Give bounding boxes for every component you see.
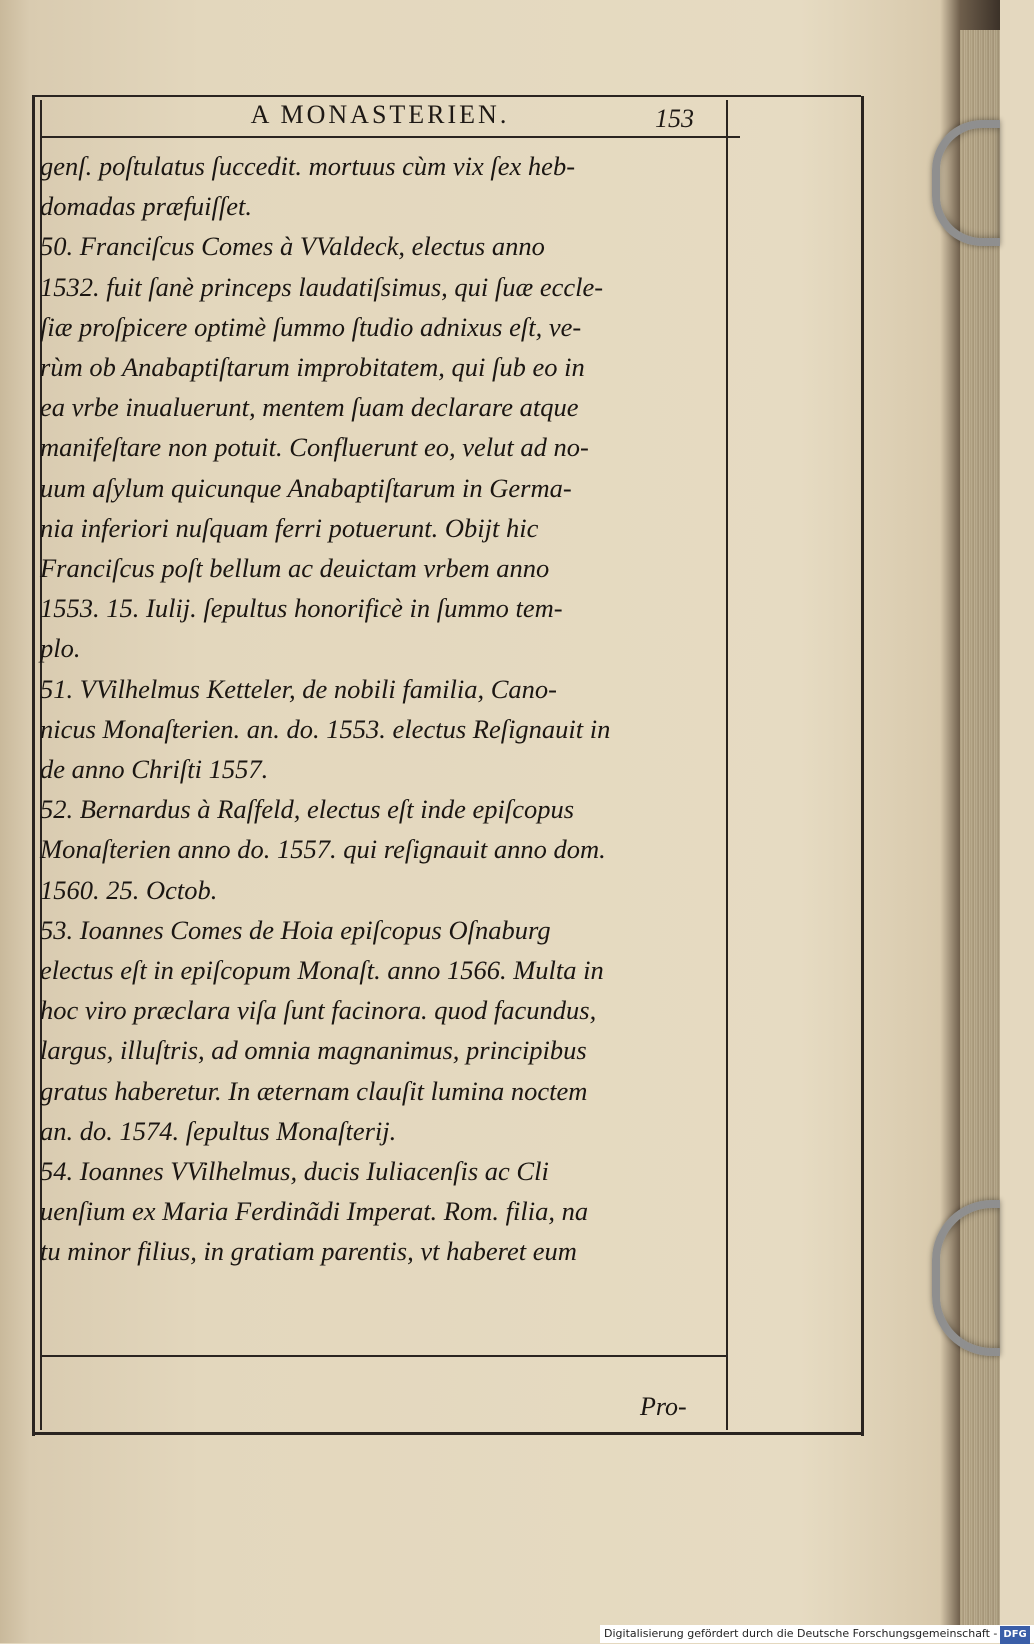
text-bottom-rule xyxy=(40,1355,726,1357)
text-line: plo. xyxy=(40,633,81,664)
book-page-edges xyxy=(960,30,1000,1630)
text-line: 53. Ioannes Comes de Hoia epiſcopus Oſnaburg xyxy=(40,914,551,945)
text-line: ſiæ proſpicere optimè ſummo ſtudio adnixus eſt, ve- xyxy=(40,311,582,342)
text-line: de anno Chriſti 1557. xyxy=(40,754,269,785)
text-line: Monaſterien anno do. 1557. qui reſignauit anno dom. xyxy=(40,834,606,865)
credit-text: Digitalisierung gefördert durch die Deutsche Forschungsgemeinschaft - xyxy=(604,1627,998,1640)
text-line: 52. Bernardus à Raſfeld, electus eſt inde epiſcopus xyxy=(40,794,575,825)
text-line: 50. Franciſcus Comes à VValdeck, electus anno xyxy=(40,231,545,262)
frame-rule-bottom xyxy=(32,1432,861,1435)
running-head: A MONASTERIEN. xyxy=(250,100,510,129)
text-line: uenſium ex Maria Ferdinãdi Imperat. Rom. filia, na xyxy=(40,1196,589,1227)
text-line: largus, illuſtris, ad omnia magnanimus, principibus xyxy=(40,1035,587,1066)
body-text xyxy=(40,146,726,1272)
text-line: nia inferiori nuſquam ferri potuerunt. Obijt hic xyxy=(40,512,539,543)
text-line: 1532. fuit ſanè princeps laudatiſsimus, qui ſuæ eccle- xyxy=(40,271,604,302)
catchword: Pro- xyxy=(640,1392,687,1421)
digitization-credit xyxy=(600,1625,1034,1643)
text-line: 1553. 15. Iulij. ſepultus honorificè in ſummo tem- xyxy=(40,593,563,624)
text-line: uum aſylum quicunque Anabaptiſtarum in Germa- xyxy=(40,472,572,503)
text-line: 51. VVilhelmus Ketteler, de nobili familia, Cano- xyxy=(40,673,557,704)
text-line: genſ. poſtulatus ſuccedit. mortuus cùm vix ſex heb- xyxy=(40,151,576,181)
text-line: an. do. 1574. ſepultus Monaſterij. xyxy=(40,1115,397,1146)
frame-rule-top xyxy=(32,95,861,97)
header-rule xyxy=(40,136,740,138)
text-line: electus eſt in epiſcopum Monaſt. anno 1566. Multa in xyxy=(40,955,604,986)
text-line: gratus haberetur. In æternam clauſit lumina noctem xyxy=(40,1075,588,1106)
text-line: Franciſcus poſt bellum ac deuictam vrbem anno xyxy=(40,553,550,584)
page-number: 153 xyxy=(655,104,694,133)
text-line: rùm ob Anabaptiſtarum improbitatem, qui ſub eo in xyxy=(40,352,585,383)
text-line: manifeſtare non potuit. Confluerunt eo, velut ad no- xyxy=(40,432,589,463)
dfg-logo: DFG xyxy=(1000,1626,1029,1644)
text-line: hoc viro præclara viſa ſunt facinora. quod facundus, xyxy=(40,995,597,1026)
text-line: 1560. 25. Octob. xyxy=(40,874,218,905)
text-line: 54. Ioannes VVilhelmus, ducis Iuliacenſis ac Cli xyxy=(40,1156,549,1187)
text-line: tu minor filius, in gratiam parentis, vt haberet eum xyxy=(40,1236,577,1267)
frame-inner-right-line xyxy=(726,100,728,1430)
text-line: ea vrbe inualuerunt, mentem ſuam declarare atque xyxy=(40,392,579,423)
book-clasp-top xyxy=(932,120,1000,246)
text-line: nicus Monaſterien. an. do. 1553. electus Reſignauit in xyxy=(40,713,611,744)
text-line: domadas præfuiſſet. xyxy=(40,191,253,222)
